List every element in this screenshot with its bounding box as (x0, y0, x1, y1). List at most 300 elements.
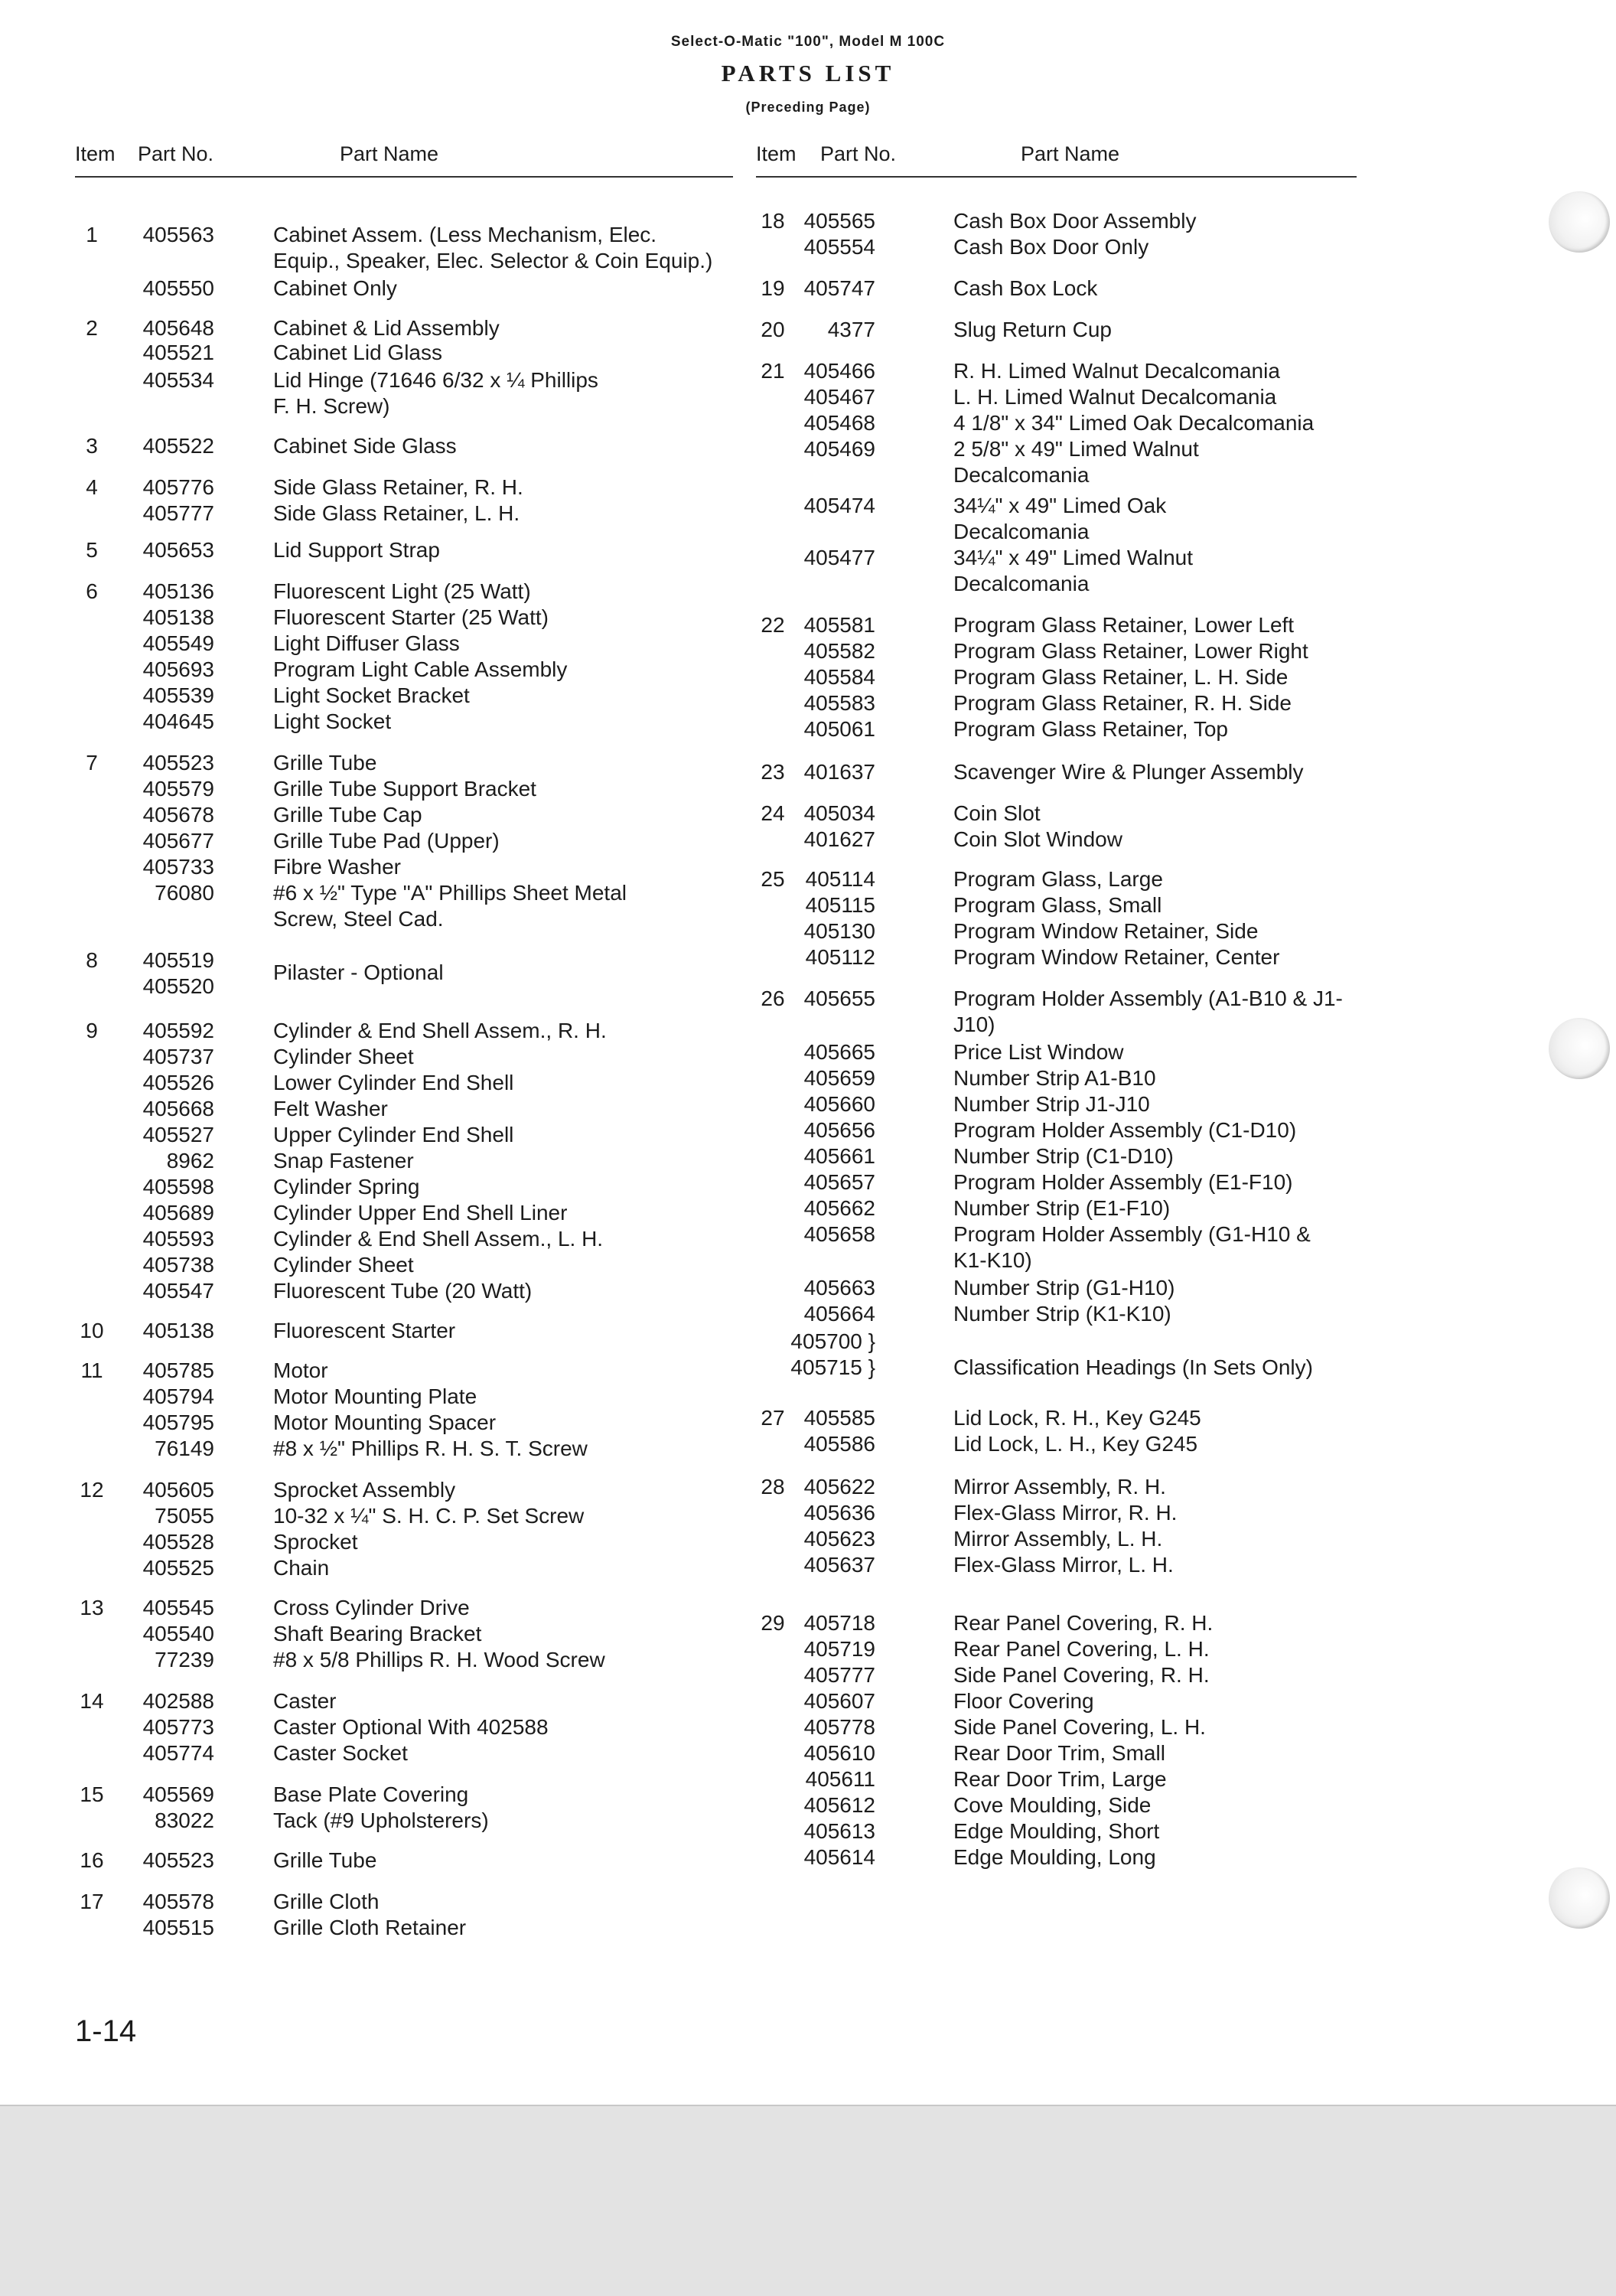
table-row (756, 208, 1357, 234)
item-number: 26 (761, 987, 785, 1010)
part-number: 405693 (142, 657, 214, 681)
part-name: Edge Moulding, Long (953, 1845, 1156, 1869)
part-number: 405468 (803, 411, 875, 435)
part-number: 405785 (142, 1358, 214, 1382)
part-number: 405678 (142, 803, 214, 827)
part-name: Fluorescent Tube (20 Watt) (273, 1279, 533, 1303)
binder-hole-top (1549, 191, 1610, 253)
table-row (75, 1848, 733, 1874)
part-number: 405598 (142, 1175, 214, 1199)
part-name: Grille Tube Pad (Upper) (273, 829, 500, 853)
part-name: Classification Headings (In Sets Only) (953, 1355, 1313, 1379)
table-row (756, 1818, 1357, 1844)
part-number: 405114 (805, 867, 875, 891)
part-number: 8962 (166, 1149, 214, 1172)
part-name: Side Glass Retainer, L. H. (273, 501, 520, 525)
item-number: 17 (80, 1890, 104, 1913)
table-row (756, 1844, 1357, 1870)
part-number: 405737 (142, 1045, 214, 1068)
table-row (756, 892, 1357, 918)
item-number: 9 (86, 1019, 98, 1042)
table-row (756, 716, 1357, 742)
table-row (756, 493, 1357, 519)
part-number: 405563 (142, 223, 214, 246)
part-name: Grille Tube (273, 1848, 377, 1872)
table-row (75, 1318, 733, 1344)
part-name: Fluorescent Light (25 Watt) (273, 579, 531, 603)
item-number: 7 (86, 751, 98, 775)
part-name: Rear Panel Covering, L. H. (953, 1637, 1210, 1661)
part-name: #6 x ½" Type "A" Phillips Sheet Metal (273, 881, 627, 905)
part-number: 401637 (803, 760, 875, 784)
part-name: Number Strip (C1-D10) (953, 1144, 1174, 1168)
table-row (756, 1065, 1357, 1091)
part-number: 405554 (803, 235, 875, 259)
table-row (756, 317, 1357, 343)
table-row (756, 1221, 1357, 1247)
part-name: Fibre Washer (273, 855, 402, 879)
part-number: 405636 (803, 1501, 875, 1525)
part-name: 2 5/8" x 49" Limed Walnut (953, 437, 1199, 461)
part-number: 405522 (142, 434, 214, 458)
table-row (75, 1070, 733, 1096)
table-row (756, 1117, 1357, 1143)
item-number: 4 (86, 475, 98, 499)
item-number: 15 (80, 1782, 104, 1806)
part-name: Motor Mounting Spacer (273, 1411, 497, 1434)
part-name: Caster Optional With 402588 (273, 1715, 549, 1739)
table-row (75, 1018, 733, 1044)
item-number: 13 (80, 1596, 104, 1619)
part-name: Cylinder Spring (273, 1175, 420, 1199)
part-name: Light Diffuser Glass (273, 631, 460, 655)
column-item: Item (75, 142, 116, 165)
part-name: Cross Cylinder Drive (273, 1596, 470, 1619)
part-name: Tack (#9 Upholsterers) (273, 1808, 489, 1832)
column-part-name: Part Name (1021, 142, 1120, 165)
table-row (756, 1355, 1357, 1381)
table-row (75, 248, 733, 274)
part-name: Fluorescent Starter (273, 1319, 456, 1342)
column-header (75, 138, 733, 178)
item-number: 6 (86, 579, 98, 603)
table-row (75, 880, 733, 906)
part-name: Flex-Glass Mirror, R. H. (953, 1501, 1178, 1525)
part-name: 4 1/8" x 34" Limed Oak Decalcomania (953, 411, 1315, 435)
part-number: 405539 (142, 683, 214, 707)
part-number: 405733 (142, 855, 214, 879)
table-row (75, 1200, 733, 1226)
part-number: 405474 (803, 494, 875, 517)
table-row (756, 1688, 1357, 1714)
table-row (756, 1662, 1357, 1688)
table-row (75, 1740, 733, 1766)
part-name: Caster (273, 1689, 337, 1713)
part-name: Equip., Speaker, Elec. Selector & Coin Equip.) (273, 249, 713, 272)
part-name: Cove Moulding, Side (953, 1793, 1152, 1817)
table-row (75, 433, 733, 459)
table-row (756, 436, 1357, 462)
part-name: Grille Tube (273, 751, 377, 775)
part-name: R. H. Limed Walnut Decalcomania (953, 359, 1280, 383)
part-number: 401627 (803, 827, 875, 851)
part-number: 405778 (803, 1715, 875, 1739)
table-row (756, 1301, 1357, 1327)
part-name: Motor Mounting Plate (273, 1384, 477, 1408)
table-row (756, 1275, 1357, 1301)
part-number: 405718 (803, 1611, 875, 1635)
part-number: 405610 (803, 1741, 875, 1765)
part-number: 83022 (155, 1808, 214, 1832)
table-row (75, 276, 733, 302)
part-number: 405581 (803, 613, 875, 637)
part-name: Cash Box Door Assembly (953, 209, 1197, 233)
part-name: Flex-Glass Mirror, L. H. (953, 1553, 1174, 1577)
part-name: Price List Window (953, 1040, 1124, 1064)
part-name: Lid Hinge (71646 6/32 x ¼ Phillips (273, 368, 598, 392)
part-name: Program Glass Retainer, Lower Left (953, 613, 1295, 637)
binder-hole-middle (1549, 1018, 1610, 1079)
part-number: 405663 (803, 1276, 875, 1300)
part-number: 405550 (142, 276, 214, 300)
table-row (756, 664, 1357, 690)
part-number: 405611 (805, 1767, 875, 1791)
part-number: 405547 (142, 1279, 214, 1303)
table-row (756, 276, 1357, 302)
binder-hole-bottom (1549, 1867, 1610, 1929)
part-name: Cylinder & End Shell Assem., L. H. (273, 1227, 604, 1251)
part-number: 405138 (142, 605, 214, 629)
part-name: Number Strip (K1-K10) (953, 1302, 1171, 1326)
part-number: 405527 (142, 1123, 214, 1146)
item-number: 27 (761, 1406, 785, 1430)
part-number: 405660 (803, 1092, 875, 1116)
part-number: 405605 (142, 1478, 214, 1502)
part-number: 405520 (142, 974, 214, 998)
part-name: Rear Door Trim, Large (953, 1767, 1167, 1791)
model-line: Select-O-Matic "100", Model M 100C (670, 34, 946, 50)
table-row (75, 1503, 733, 1529)
table-row (75, 960, 733, 986)
table-row (75, 1647, 733, 1673)
part-number: 405719 (803, 1637, 875, 1661)
table-row (756, 234, 1357, 260)
part-number: 77239 (155, 1648, 214, 1671)
table-row (756, 545, 1357, 571)
part-name: Grille Cloth (273, 1890, 380, 1913)
table-row (75, 340, 733, 366)
part-name: Lid Lock, R. H., Key G245 (953, 1406, 1201, 1430)
part-name: L. H. Limed Walnut Decalcomania (953, 385, 1277, 409)
part-name: Slug Return Cup (953, 318, 1113, 341)
part-number: 405584 (803, 665, 875, 689)
parts-table-left (75, 138, 733, 1939)
table-row (756, 1329, 1357, 1355)
table-row (756, 801, 1357, 827)
part-name: Cabinet Only (273, 276, 397, 300)
column-item: Item (756, 142, 797, 165)
page-title: PARTS LIST (721, 60, 895, 86)
table-row (75, 802, 733, 828)
item-number: 22 (761, 613, 785, 637)
part-number: 405523 (142, 751, 214, 775)
column-part-no: Part No. (820, 142, 897, 165)
part-name: Scavenger Wire & Plunger Assembly (953, 760, 1304, 784)
column-part-name: Part Name (340, 142, 439, 165)
item-number: 29 (761, 1611, 785, 1635)
table-row (756, 1012, 1357, 1038)
part-number: 405523 (142, 1848, 214, 1872)
part-name: Decalcomania (953, 520, 1090, 543)
part-name: Pilaster - Optional (273, 960, 444, 984)
part-name: Program Glass, Large (953, 867, 1163, 891)
table-row (75, 1226, 733, 1252)
table-row (75, 1122, 733, 1148)
part-number: 76149 (155, 1437, 214, 1460)
part-number: 405112 (805, 945, 875, 969)
part-number: 405582 (803, 639, 875, 663)
part-name: Cash Box Lock (953, 276, 1098, 300)
part-number: 405607 (803, 1689, 875, 1713)
part-number: 405612 (803, 1793, 875, 1817)
table-row (756, 638, 1357, 664)
part-name: Side Glass Retainer, R. H. (273, 475, 523, 499)
table-row (756, 519, 1357, 545)
part-name: F. H. Screw) (273, 394, 390, 418)
part-number: 405515 (142, 1916, 214, 1939)
part-number: 405540 (142, 1622, 214, 1645)
table-row (75, 1278, 733, 1304)
table-row (756, 690, 1357, 716)
table-row (75, 1595, 733, 1621)
table-row (75, 776, 733, 802)
part-name: Edge Moulding, Short (953, 1819, 1160, 1843)
part-number: 405569 (142, 1782, 214, 1806)
part-name: Lid Support Strap (273, 538, 440, 562)
part-name: Cylinder Sheet (273, 1253, 414, 1277)
part-number: 405467 (803, 385, 875, 409)
item-number: 21 (761, 359, 785, 383)
table-row (75, 1808, 733, 1834)
table-row (756, 1169, 1357, 1195)
part-name: Caster Socket (273, 1741, 408, 1765)
column-header (756, 138, 1357, 178)
part-name: Light Socket (273, 709, 392, 733)
part-number: 405776 (142, 475, 214, 499)
item-number: 10 (80, 1319, 104, 1342)
part-number: 405565 (803, 209, 875, 233)
part-name: Chain (273, 1556, 330, 1580)
part-number: 405525 (142, 1556, 214, 1580)
table-row (756, 944, 1357, 970)
part-number: 405777 (803, 1663, 875, 1687)
item-number: 5 (86, 538, 98, 562)
part-name: Number Strip J1-J10 (953, 1092, 1150, 1116)
part-name: Program Holder Assembly (E1-F10) (953, 1170, 1293, 1194)
part-number: 405469 (803, 437, 875, 461)
part-number: 405657 (803, 1170, 875, 1194)
part-name: Mirror Assembly, L. H. (953, 1527, 1163, 1551)
table-row (756, 1474, 1357, 1500)
part-name: Program Holder Assembly (C1-D10) (953, 1118, 1297, 1142)
table-row (756, 1405, 1357, 1431)
part-number: 405585 (803, 1406, 875, 1430)
part-name: Base Plate Covering (273, 1782, 469, 1806)
table-row (75, 393, 733, 419)
part-number: 405549 (142, 631, 214, 655)
part-number: 405593 (142, 1227, 214, 1251)
table-row (75, 605, 733, 631)
parts-table-right (756, 138, 1357, 1869)
part-name: Program Glass Retainer, R. H. Side (953, 691, 1292, 715)
part-name: Decalcomania (953, 463, 1090, 487)
table-row (756, 410, 1357, 436)
part-name: 34¼" x 49" Limed Walnut (953, 546, 1194, 569)
table-row (756, 1714, 1357, 1740)
part-name: Mirror Assembly, R. H. (953, 1475, 1166, 1499)
part-number: 405614 (803, 1845, 875, 1869)
part-name: Sprocket Assembly (273, 1478, 456, 1502)
table-row (75, 1044, 733, 1070)
part-number: 405578 (142, 1890, 214, 1913)
item-number: 25 (761, 867, 785, 891)
part-name: K1-K10) (953, 1248, 1032, 1272)
table-row (756, 866, 1357, 892)
table-row (756, 1636, 1357, 1662)
item-number: 19 (761, 276, 785, 300)
part-name: Cabinet Side Glass (273, 434, 457, 458)
table-row (75, 1889, 733, 1915)
part-number: 405700 } (790, 1329, 875, 1353)
part-number: 405662 (803, 1196, 875, 1220)
table-row (75, 1529, 733, 1555)
table-row (756, 1552, 1357, 1578)
table-row (75, 657, 733, 683)
part-number: 405794 (142, 1384, 214, 1408)
part-name: Decalcomania (953, 572, 1090, 595)
part-number: 405747 (803, 276, 875, 300)
part-number: 405521 (142, 341, 214, 364)
table-row (756, 1431, 1357, 1457)
part-number: 405136 (142, 579, 214, 603)
table-row (75, 1477, 733, 1503)
part-name: Cylinder Sheet (273, 1045, 414, 1068)
table-row (756, 1766, 1357, 1792)
part-number: 405613 (803, 1819, 875, 1843)
part-name: Coin Slot Window (953, 827, 1122, 851)
part-number: 405519 (142, 948, 214, 972)
part-name: Cylinder Upper End Shell Liner (273, 1201, 568, 1225)
table-row (75, 1384, 733, 1410)
part-number: 405477 (803, 546, 875, 569)
part-number: 405795 (142, 1411, 214, 1434)
part-name: Screw, Steel Cad. (273, 907, 444, 931)
part-name: Floor Covering (953, 1689, 1094, 1713)
part-number: 405653 (142, 538, 214, 562)
table-row (756, 358, 1357, 384)
table-row (75, 1358, 733, 1384)
table-row (75, 1436, 733, 1462)
part-number: 405534 (142, 368, 214, 392)
part-name: Program Glass Retainer, L. H. Side (953, 665, 1289, 689)
table-row (75, 579, 733, 605)
table-row (75, 1621, 733, 1647)
table-row (75, 828, 733, 854)
part-name: Shaft Bearing Bracket (273, 1622, 482, 1645)
part-name: Program Holder Assembly (A1-B10 & J1- (953, 987, 1343, 1010)
table-row (756, 462, 1357, 488)
part-number: 4377 (827, 318, 875, 341)
part-number: 405061 (803, 717, 875, 741)
item-number: 18 (761, 209, 785, 233)
part-number: 405665 (803, 1040, 875, 1064)
part-name: Side Panel Covering, L. H. (953, 1715, 1206, 1739)
table-row (75, 501, 733, 527)
part-name: 10-32 x ¼" S. H. C. P. Set Screw (273, 1504, 585, 1528)
item-number: 14 (80, 1689, 104, 1713)
part-name: Cash Box Door Only (953, 235, 1149, 259)
item-number: 11 (80, 1358, 103, 1382)
table-row (756, 1143, 1357, 1169)
part-number: 75055 (155, 1504, 214, 1528)
part-number: 405658 (803, 1222, 875, 1246)
part-name: Sprocket (273, 1530, 358, 1554)
table-row (75, 683, 733, 709)
table-row (75, 1252, 733, 1278)
table-row (756, 827, 1357, 853)
part-number: 405138 (142, 1319, 214, 1342)
part-name: Program Window Retainer, Side (953, 919, 1259, 943)
part-number: 405715 } (790, 1355, 875, 1379)
part-name: Program Holder Assembly (G1-H10 & (953, 1222, 1311, 1246)
item-number: 20 (761, 318, 785, 341)
page-subtitle: (Preceding Page) (745, 99, 871, 115)
part-number: 405655 (803, 987, 875, 1010)
part-name: Felt Washer (273, 1097, 388, 1120)
table-row (75, 1688, 733, 1714)
item-number: 1 (86, 223, 98, 246)
part-name: Upper Cylinder End Shell (273, 1123, 514, 1146)
table-row (75, 906, 733, 932)
item-number: 16 (80, 1848, 104, 1872)
table-row (756, 384, 1357, 410)
table-row (75, 1148, 733, 1174)
part-name: Grille Cloth Retainer (273, 1916, 467, 1939)
part-name: Cylinder & End Shell Assem., R. H. (273, 1019, 607, 1042)
part-number: 405130 (803, 919, 875, 943)
table-row (75, 631, 733, 657)
table-row (756, 1039, 1357, 1065)
table-row (75, 1915, 733, 1941)
part-name: Cabinet & Lid Assembly (273, 316, 500, 340)
table-row (75, 367, 733, 393)
table-row (756, 1526, 1357, 1552)
item-number: 24 (761, 801, 785, 825)
part-number: 405664 (803, 1302, 875, 1326)
part-name: Program Glass Retainer, Top (953, 717, 1228, 741)
part-number: 405677 (142, 829, 214, 853)
part-number: 405668 (142, 1097, 214, 1120)
part-number: 405526 (142, 1071, 214, 1094)
part-number: 405528 (142, 1530, 214, 1554)
part-number: 405689 (142, 1201, 214, 1225)
part-name: Lower Cylinder End Shell (273, 1071, 514, 1094)
table-row (75, 315, 733, 341)
part-name: Program Glass, Small (953, 893, 1162, 917)
table-row (756, 612, 1357, 638)
table-row (756, 918, 1357, 944)
part-name: Coin Slot (953, 801, 1041, 825)
